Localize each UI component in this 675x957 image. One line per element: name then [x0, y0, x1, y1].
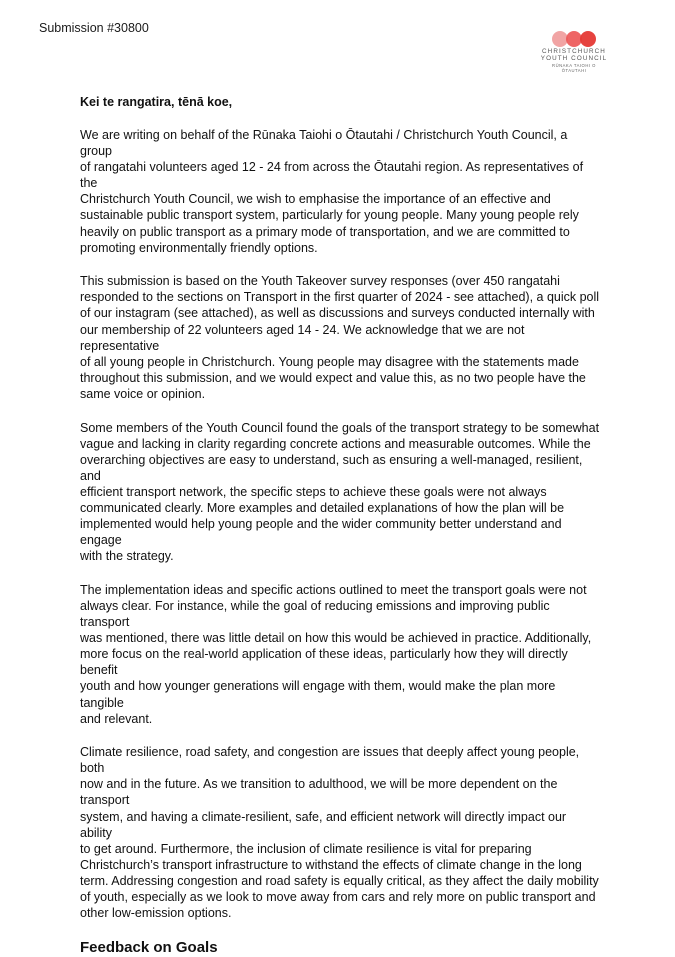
- greeting: Kei te rangatira, tēnā koe,: [80, 95, 233, 109]
- logo-text-line1: CHRISTCHURCH: [542, 48, 606, 55]
- logo-text-line2: YOUTH COUNCIL: [540, 55, 608, 63]
- paragraph-basis: This submission is based on the Youth Takeover survey responses (over 450 rangatahi responded to the sections on Transport in the first quarter of 2024 - see attached), a quick poll of our instagram (see attached), as well as discussions and surveys conducted internally with our membership of 22 volunteers aged 14 - 24. We acknowledge that we are not representative of all young people in Christchurch. Young people may disagree with the statements made throughout this submission, and we would expect and value this, as no two people have the same voice or opinion.: [80, 274, 600, 401]
- paragraph-intro: We are writing on behalf of the Rūnaka Taiohi o Ōtautahi / Christchurch Youth Council, a group of rangatahi volunteers aged 12 - 24 from across the Ōtautahi region. As representatives of the Christchurch Youth Council, we wish to emphasise the importance of an effective and sustainable public transport system, particularly for young people. Many young people rely heavily on public transport as a primary mode of transportation, and we are committed to promoting environmentally friendly options.: [80, 128, 584, 255]
- letter-body: [80, 94, 600, 957]
- paragraph-goals-clarity: Some members of the Youth Council found the goals of the transport strategy to be somewhat vague and lacking in clarity regarding concrete actions and measurable outcomes. While the overarching objectives are easy to understand, such as ensuring a well-managed, resilient, and efficient transport network, the specific steps to achieve these goals were not always communicated clearly. More examples and detailed explanations of how the plan will be implemented would help young people and the wider community better understand and engage with the strategy.: [80, 420, 600, 564]
- christchurch-youth-council-logo: [534, 30, 614, 73]
- submission-id: Submission #30800: [39, 21, 149, 35]
- logo-circles-icon: [550, 30, 598, 48]
- paragraph-climate-resilience: Climate resilience, road safety, and congestion are issues that deeply affect young people, both now and in the future. As we transition to adulthood, we will be more dependent on the transport system, and having a climate-resilient, safe, and efficient network will directly impact our ability to get around. Furthermore, the inclusion of climate resilience is vital for preparing Christchurch’s transport infrastructure to withstand the effects of climate change in the long term. Addressing congestion and road safety is equally critical, as they affect the daily mobility of youth, especially as we look to move away from cars and rely more on public transport and other low-emission options.: [80, 745, 599, 921]
- logo-text-line4: ŌTAUTAHI: [561, 67, 587, 73]
- paragraph-implementation: The implementation ideas and specific actions outlined to meet the transport goals were not always clear. For instance, while the goal of reducing emissions and improving public transport was mentioned, there was little detail on how this would be achieved in practice. Additionally, more focus on the real-world application of these ideas, particularly how they will directly benefit youth and how younger generations will engage with them, would make the plan more tangible and relevant.: [80, 582, 592, 726]
- section-heading-feedback-goals: Feedback on Goals: [80, 938, 218, 956]
- logo-text-line3: RŪNAKA TAIOHI O: [552, 62, 596, 68]
